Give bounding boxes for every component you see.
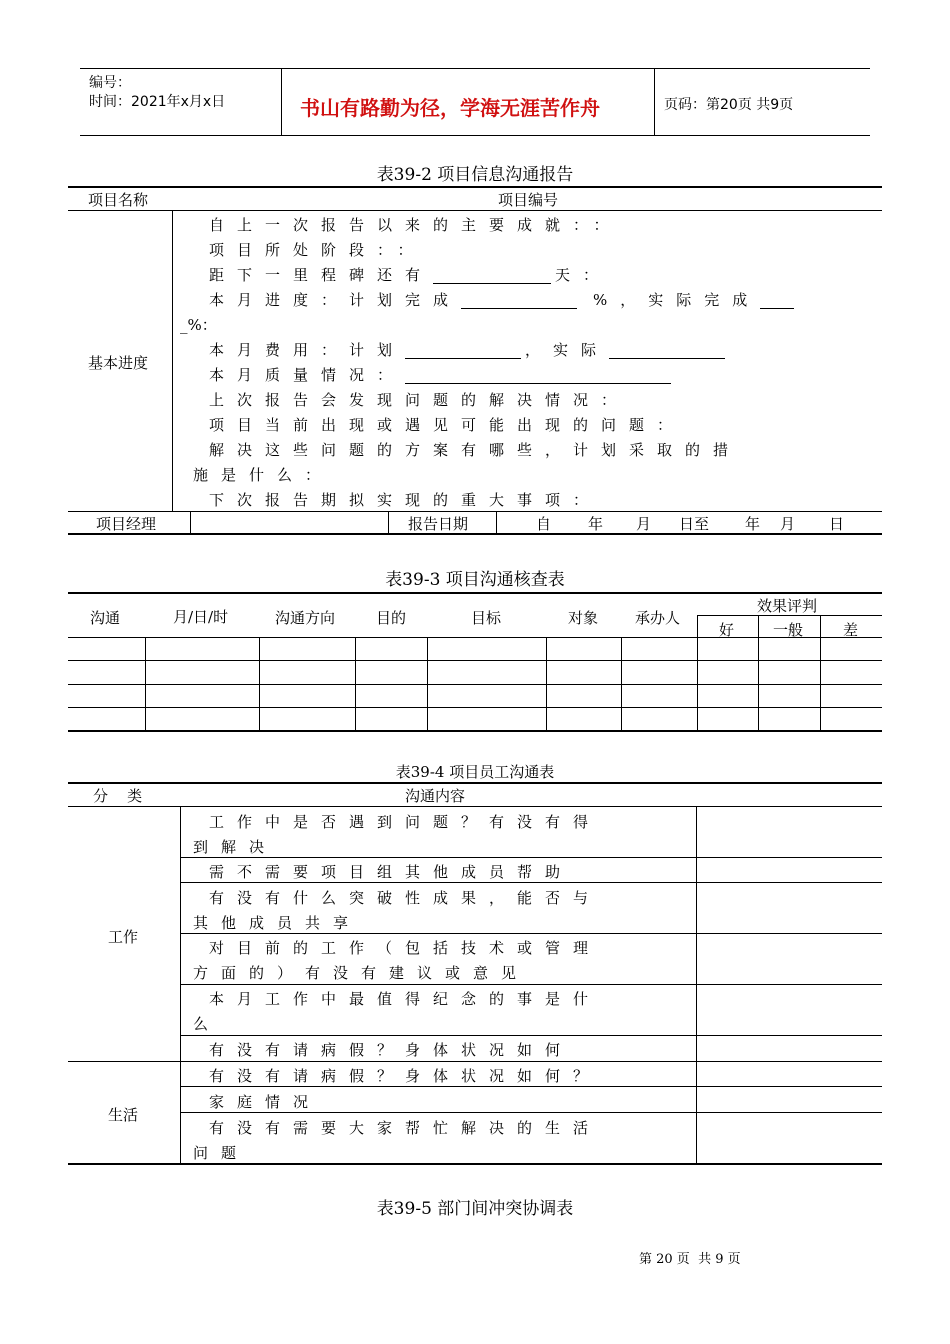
time-label: 时间：2021年x月x日	[89, 94, 226, 110]
basic-progress-label: 基本进度	[88, 354, 149, 372]
number-label: 编号：	[89, 75, 131, 91]
col-target: 目标	[471, 609, 502, 627]
slogan: 书山有路勤为径，学海无涯苦作舟	[300, 96, 600, 120]
report-date-label: 报告日期	[408, 515, 469, 533]
report-line-stage: 项目所处阶段：：	[209, 241, 426, 259]
report-line-progress	[209, 291, 794, 309]
work-item-3: 有没有什么突破性成果，能否与	[209, 889, 602, 907]
report-line-cost	[209, 341, 725, 359]
work-item-1-cont: 到解决	[193, 838, 278, 856]
date-year1: 年	[588, 515, 604, 533]
col-content: 沟通内容	[405, 787, 466, 805]
table-39-2-title: 表39-2 项目信息沟通报告	[376, 165, 574, 185]
date-year2: 年	[745, 515, 761, 533]
work-item-3-cont: 其他成员共享	[193, 914, 362, 932]
date-day2: 日	[829, 515, 845, 533]
table-39-3-title: 表39-3 项目沟通核查表	[385, 570, 565, 590]
category-life: 生活	[108, 1106, 139, 1124]
quality-label: 本月质量情况：	[209, 366, 406, 384]
report-line-current-issues: 项目当前出现或遇见可能出现的问题：	[209, 416, 686, 434]
progress-percent-tail: _%：	[180, 316, 217, 334]
project-manager-label: 项目经理	[96, 515, 157, 533]
work-item-6: 有没有请病假？身体状况如何	[209, 1041, 574, 1059]
progress-actual-label: %，实际完成	[593, 291, 761, 309]
col-handler: 承办人	[635, 609, 681, 627]
progress-plan-label: 本月进度：计划完成	[209, 291, 462, 309]
col-effect: 效果评判	[757, 597, 818, 615]
date-day-to: 日至	[679, 515, 710, 533]
milestone-unit: 天：	[555, 266, 612, 284]
life-item-3: 有没有需要大家帮忙解决的生活	[209, 1119, 602, 1137]
col-object: 对象	[568, 609, 599, 627]
work-item-4: 对目前的工作（包括技术或管理	[209, 939, 602, 957]
milestone-label: 距下一里程碑还有	[209, 266, 434, 284]
category-work: 工作	[108, 928, 139, 946]
page-code: 页码：第20页 共9页	[664, 97, 794, 113]
progress-plan-blank	[461, 294, 577, 309]
date-month1: 月	[636, 515, 652, 533]
report-line-quality	[209, 366, 671, 384]
date-from: 自	[536, 515, 552, 533]
col-effect-good: 好	[719, 621, 735, 639]
report-line-next-period: 下次报告期拟实现的重大事项：	[209, 491, 602, 509]
report-line-solutions: 解决这些问题的方案有哪些，计划采取的措	[209, 441, 742, 459]
work-item-1: 工作中是否遇到问题？有没有得	[209, 813, 602, 831]
life-item-3-cont: 问题	[193, 1144, 250, 1162]
quality-blank	[405, 369, 671, 384]
cost-plan-label: 本月费用：计划	[209, 341, 406, 359]
life-item-1: 有没有请病假？身体状况如何？	[209, 1067, 602, 1085]
col-effect-poor: 差	[843, 621, 859, 639]
cost-actual-label: ，实际	[525, 341, 610, 359]
col-category: 分 类	[93, 787, 143, 805]
report-line-last-issues: 上次报告会发现问题的解决情况：	[209, 391, 630, 409]
col-purpose: 目的	[376, 609, 407, 627]
page-footer: 第 20 页 共 9 页	[639, 1252, 741, 1267]
report-line-measures: 施是什么：	[193, 466, 334, 484]
col-direction: 沟通方向	[275, 609, 336, 627]
progress-actual-blank	[760, 294, 794, 309]
cost-actual-blank	[609, 344, 725, 359]
work-item-5: 本月工作中最值得纪念的事是什	[209, 990, 602, 1008]
life-item-2: 家庭情况	[209, 1093, 322, 1111]
col-effect-average: 一般	[773, 621, 804, 639]
date-month2: 月	[780, 515, 796, 533]
milestone-blank	[433, 269, 551, 284]
col-communication: 沟通	[90, 609, 121, 627]
project-number-label: 项目编号	[498, 191, 559, 209]
report-line-milestone	[209, 266, 611, 284]
cost-plan-blank	[405, 344, 521, 359]
project-name-label: 项目名称	[88, 191, 149, 209]
table-39-4-title: 表39-4 项目员工沟通表	[395, 763, 555, 781]
work-item-5-cont: 么	[193, 1015, 222, 1033]
report-line-achievements: 自上一次报告以来的主要成就：：	[209, 216, 622, 234]
work-item-4-cont: 方面的）有没有建议或意见	[193, 964, 530, 982]
col-datetime: 月/日/时	[173, 608, 229, 626]
work-item-2: 需不需要项目组其他成员帮助	[209, 863, 574, 881]
table-39-5-title: 表39-5 部门间冲突协调表	[376, 1199, 574, 1219]
